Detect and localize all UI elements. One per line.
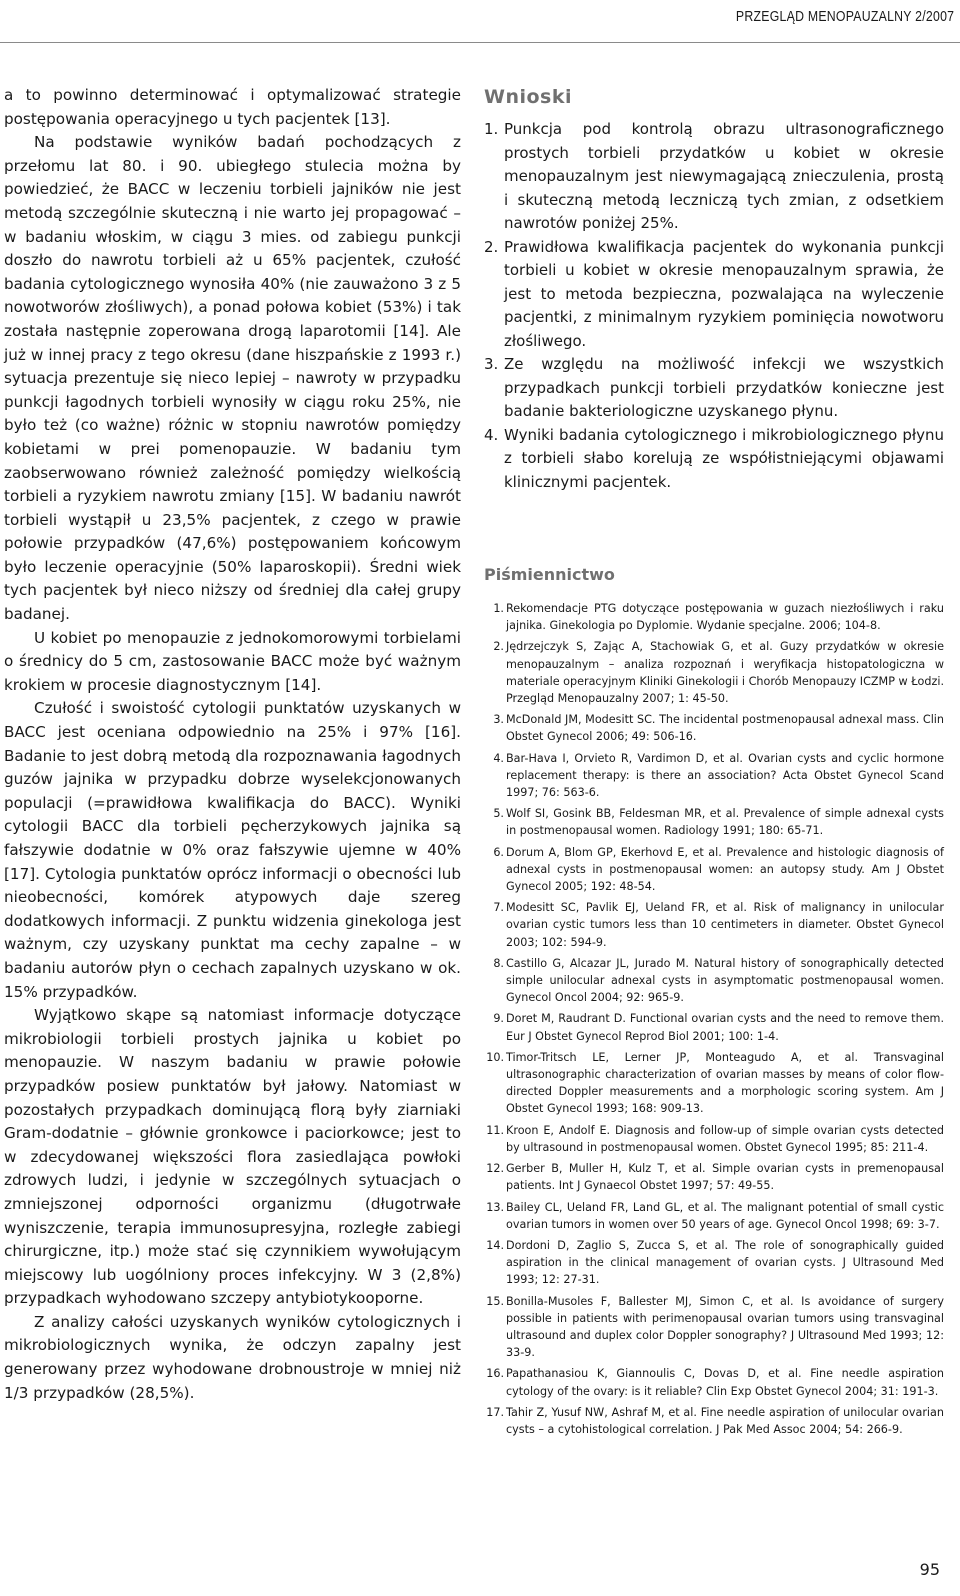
journal-title: PRZEGLĄD MENOPAUZALNY 2/2007 [735,8,954,25]
conclusion-item: 4. Wyniki badania cytologicznego i mikrobiologicznego płynu z torbieli słabo korelują ze współistniejącymi objawami klinicznymi pacjentek. [484,425,944,491]
reference-item: 5. Wolf SI, Gosink BB, Feldesman MR, et al. Prevalence of simple adnexal cysts in postmenopausal women. Radiology 1991; 180: 65-71. [493,807,944,838]
conclusions-heading: Wnioski [484,86,573,108]
conclusion-item: 3. Ze względu na możliwość infekcji we wszystkich przypadkach punkcji torbieli przydatków konieczne jest badanie bakteriologiczne uzyskanego płynu. [484,355,944,420]
page-header [0,0,960,43]
body-paragraph: Wyjątkowo skąpe są natomiast informacje dotyczące mikrobiologii torbieli prostych jajnika u kobiet po menopauzie. W naszym badaniu w prawie połowie przypadków posiew punktatów był jałowy. Natomiast w pozostałych przypadkach dominującą florą były ziarniaki Gram-dodatnie – głównie gronkowce i paciorkowce; jest to w zdecydowanej większości flora zasiedlająca powłoki zdrowych ludzi, i jedynie w szczególnych sytuacjach o zmniejszonej odporności organizmu (długotrwałe wyniszczenie, terapia immunosupresyjna, rozległe zabiegi chirurgiczne, itp.) może stać się czynnikiem wywołującym miejscowy lub uogólniony proces infekcyjny. W 3 (2,8%) przypadkach wyhodowano szczepy antybiotykooporne. [4,1006,461,1308]
reference-item: 8. Castillo G, Alcazar JL, Jurado M. Natural history of sonographically detected simple unilocular adnexal cysts in asymptomatic postmenopausal women. Gynecol Oncol 2004; 92: 965-9. [493,956,944,1005]
reference-item: 3. McDonald JM, Modesitt SC. The incidental postmenopausal adnexal mass. Clin Obstet Gynecol 2006; 49: 506-16. [493,713,944,744]
reference-item: 11. Kroon E, Andolf E. Diagnosis and follow-up of simple ovarian cysts detected by ultrasound in postmenopausal women. Obstet Gynecol 1995; 85: 211-4. [486,1123,944,1154]
reference-item: 15. Bonilla-Musoles F, Ballester MJ, Simon C, et al. Is avoidance of surgery possible in patients with perimenopausal ovarian tumors using transvaginal ultrasound and duplex color Doppler sonography? J Ultrasound Med 1993; 12: 33-9. [486,1294,944,1360]
reference-item: 7. Modesitt SC, Pavlik EJ, Ueland FR, et al. Risk of malignancy in unilocular ovarian cystic tumors less than 10 centimeters in diameter. Obstet Gynecol 2003; 102: 594-9. [493,901,944,949]
body-paragraph: Z analizy całości uzyskanych wyników cytologicznych i mikrobiologicznych wynika, że odczyn zapalny jest generowany przez wyhodowane drobnoustroje w mniej niż 1/3 przypadków (28,5%). [4,1312,461,1402]
body-paragraph: a to powinno determinować i optymalizować strategie postępowania operacyjnego u tych pacjentek [13]. [4,86,461,128]
reference-item: 14. Dordoni D, Zaglio S, Zucca S, et al. The role of sonographically guided aspiration in the clinical management of ovarian cysts. J Ultrasound Med 1993; 12: 27-31. [486,1238,944,1287]
reference-item: 2. Jędrzejczyk S, Zając A, Stachowiak G, et al. Guzy przydatków w okresie menopauzalnym – analiza rozpoznań i weryfikacja histopatologiczna w materiale operacyjnym Kliniki Ginekologii i Chorób Menopauzy ICZMP w Łodzi. Przegląd Menopauzalny 2007; 1: 45-50. [493,640,944,706]
reference-item: 12. Gerber B, Muller H, Kulz T, et al. Simple ovarian cysts in premenopausal patients. Int J Gynaecol Obstet 1997; 57: 49-55. [486,1162,944,1193]
conclusions-list [484,118,944,494]
reference-item: 4. Bar-Hava I, Orvieto R, Vardimon D, et al. Ovarian cysts and cyclic hormone replacement therapy: is there an association? Acta Obstet Gynecol Scand 1997; 76: 563-6. [493,751,944,800]
reference-item: 6. Dorum A, Blom GP, Ekerhovd E, et al. Prevalence and histologic diagnosis of adnexal cysts in postmenopausal women: an autopsy study. Am J Obstet Gynecol 2005; 192: 48-54. [493,845,944,894]
reference-item: 10. Timor-Tritsch LE, Lerner JP, Monteagudo A, et al. Transvaginal ultrasonographic characterization of ovarian masses by means of color flow-directed Doppler measurements and a morphologic scoring system. Am J Obstet Gynecol 1993; 168: 909-13. [486,1050,944,1116]
reference-item: 13. Bailey CL, Ueland FR, Land GL, et al. The malignant potential of small cystic ovarian tumors in women over 50 years of age. Gynecol Oncol 1998; 69: 3-7. [486,1200,944,1231]
conclusion-item: 1. Punkcja pod kontrolą obrazu ultrasonograficznego prostych torbieli przydatków u kobiet w okresie menopauzalnym jest niewymagającą znieczulenia, prostą i skuteczną metodą leczniczą tych zmian, z odsetkiem nawrotów poniżej 25%. [484,120,944,232]
body-paragraph: U kobiet po menopauzie z jednokomorowymi torbielami o średnicy do 5 cm, zastosowanie BACC może być ważnym krokiem w procesie diagnostycznym [14]. [4,628,461,694]
reference-item: 16. Papathanasiou K, Giannoulis C, Dovas D, et al. Fine needle aspiration cytology of the ovary: is it reliable? Clin Exp Obstet Gynecol 2004; 31: 191-3. [486,1367,944,1398]
conclusion-item: 2. Prawidłowa kwalifikacja pacjentek do wykonania punkcji torbieli u kobiet w okresie menopauzalnym sprawia, że jest to metoda bezpieczna, pozwalająca na wyleczenie pacjentki, z minimalnym ryzykiem pominięcia nowotworu złośliwego. [484,237,944,350]
page-number: 95 [919,1560,940,1579]
body-paragraph: Na podstawie wyników badań pochodzących z przełomu lat 80. i 90. ubiegłego stulecia można by powiedzieć, że BACC w leczeniu torbieli jajników nie jest metodą szczególnie skuteczną i nie warto jej propagować – w badaniu włoskim, w ciągu 3 mies. od zabiegu punkcji doszło do nawrotu torbieli aż u 65% pacjentek, czułość badania cytologicznego wynosiła 40% (nie zauważono 3 z 5 nowotworów złośliwych), a ponad połowa kobiet (53%) i tak została następnie zoperowana drogą laparotomii [14]. Ale już w innej pracy z tego okresu (dane hiszpańskie z 1993 r.) sytuacja prezentuje się nieco lepiej – nawroty w przypadku punkcji łagodnych torbieli wynosiły w ciągu roku 25%, nie było też (co ważne) różnic w stopniu nawrotów pomiędzy kobietami w prei pomenopauzie. W badaniu tym zaobserwowano również zależność pomiędzy wielkością torbieli a ryzykiem nawrotu zmiany [15]. W badaniu nawrót torbieli wystąpił u 23,5% pacjentek, z czego w prawie połowie przypadków (47,6%) postępowaniem końcowym było leczenie operacyjnie (50% laparoskopii). Średni wiek tych pacjentek był nieco niższy od średniej dla całej grupy badanej. [4,133,461,624]
reference-item: 9. Doret M, Raudrant D. Functional ovarian cysts and the need to remove them. Eur J Obstet Gynecol Reprod Biol 2001; 100: 1-4. [493,1012,944,1043]
reference-item: 1. Rekomendacje PTG dotyczące postępowania w guzach niezłośliwych i raku jajnika. Ginekologia po Dyplomie. Wydanie specjalne. 2006; 104-8. [493,602,944,633]
right-column [484,84,944,1442]
references-list [484,600,944,1438]
left-column [4,84,461,1405]
reference-item: 17. Tahir Z, Yusuf NW, Ashraf M, et al. Fine needle aspiration of unilocular ovarian cysts – a cytohistological correlation. J Pak Med Assoc 2004; 54: 266-9. [486,1405,944,1436]
references-heading: Piśmiennictwo [484,565,615,584]
body-paragraph: Czułość i swoistość cytologii punktatów uzyskanych w BACC jest oceniana odpowiednio na 25% i 97% [16]. Badanie to jest dobrą metodą dla rozpoznawania łagodnych guzów jajnika w przypadku dobrze wyselekcjonowanych populacji (=prawidłowa kwalifikacja do BACC). Wyniki cytologii BACC dla torbieli pęcherzykowych jajnika są fałszywie dodatnie w 0% oraz fałszywie ujemne w 40% [17]. Cytologia punktatów oprócz informacji o obecności lub nieobecności, komórek atypowych daje szereg dodatkowych informacji. Z punktu widzenia ginekologa jest ważnym, czy uzyskany punktat ma cechy zapalne – w badaniu autorów płyn o cechach zapalnych uzyskano w ok. 15% przypadków. [4,699,461,1001]
